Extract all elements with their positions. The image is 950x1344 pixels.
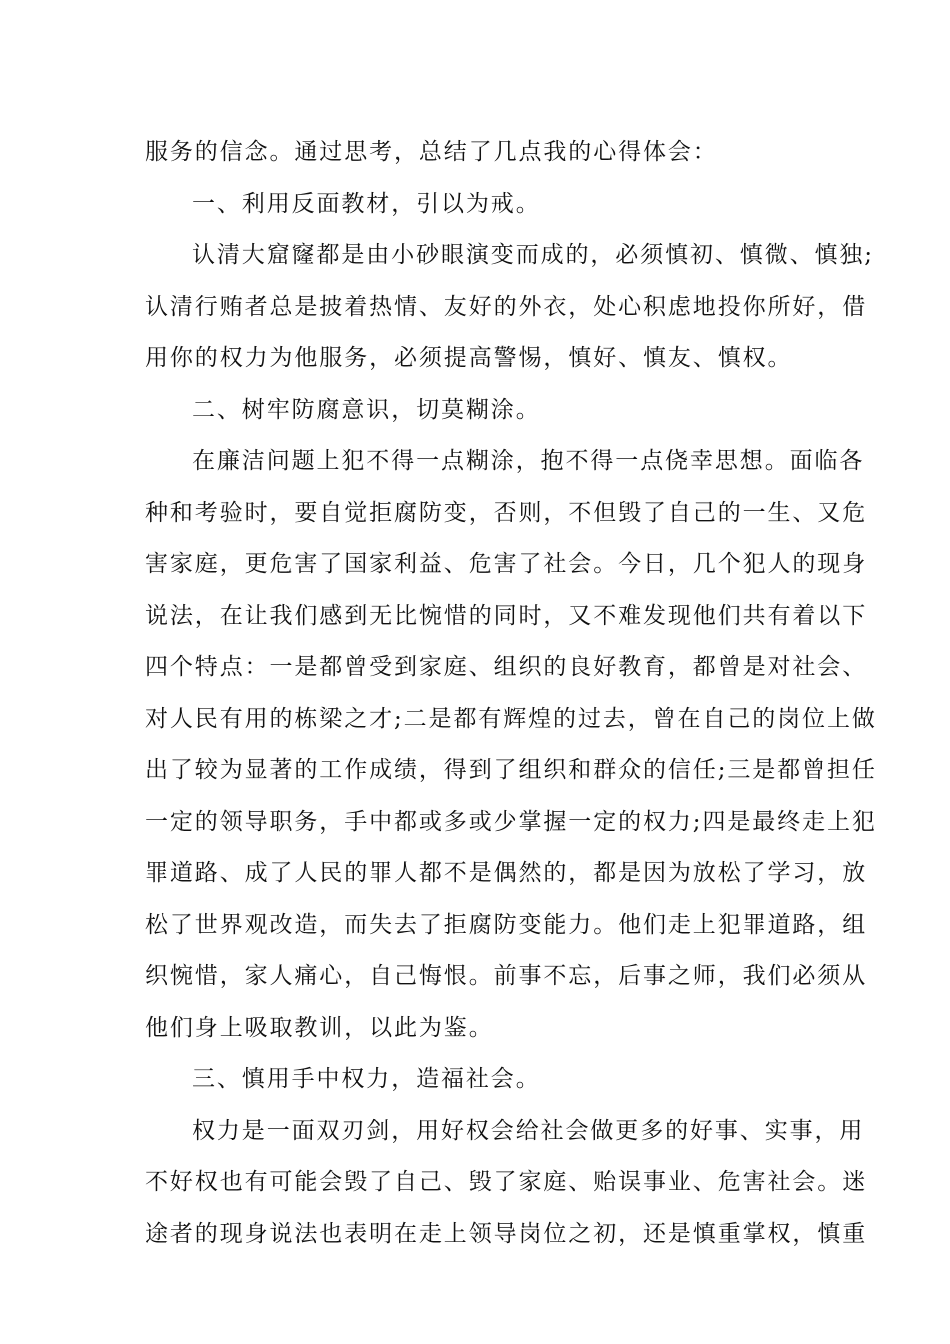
text-line: 在廉洁问题上犯不得一点糊涂，抱不得一点侥幸思想。面临各 (192, 448, 865, 474)
text-line: 认清行贿者总是披着热情、友好的外衣，处心积虑地投你所好，借 (145, 293, 868, 320)
text-line: 不好权也有可能会毁了自己、毁了家庭、贻误事业、危害社会。迷 (145, 1169, 868, 1195)
text-line: 他们身上吸取教训，以此为鉴。 (145, 1014, 494, 1041)
section-heading-2: 二、树牢防腐意识，切莫糊涂。 (192, 396, 541, 423)
text-line: 罪道路、成了人民的罪人都不是偶然的，都是因为放松了学习，放 (145, 860, 868, 886)
document-body (145, 127, 877, 1260)
text-line: 一定的领导职务，手中都或多或少掌握一定的权力;四是最终走上犯 (145, 808, 877, 835)
text-line: 途者的现身说法也表明在走上领导岗位之初，还是慎重掌权，慎重 (145, 1220, 868, 1247)
text-line: 说法，在让我们感到无比惋惜的同时，又不难发现他们共有着以下 (145, 602, 868, 629)
text-line: 织惋惜，家人痛心，自己悔恨。前事不忘，后事之师，我们必须从 (145, 963, 868, 989)
text-line: 四个特点：一是都曾受到家庭、组织的良好教育，都曾是对社会、 (145, 654, 868, 680)
text-line: 出了较为显著的工作成绩，得到了组织和群众的信任;三是都曾担任 (145, 757, 877, 783)
text-line: 害家庭，更危害了国家利益、危害了社会。今日，几个犯人的现身 (145, 551, 868, 577)
text-line: 用你的权力为他服务，必须提高警惕，慎好、慎友、慎权。 (145, 345, 793, 371)
text-line: 权力是一面双刃剑，用好权会给社会做更多的好事、实事，用 (192, 1117, 865, 1144)
text-line: 认清大窟窿都是由小砂眼演变而成的，必须慎初、慎微、慎独; (192, 242, 874, 268)
text-line: 服务的信念。通过思考，总结了几点我的心得体会： (145, 139, 718, 165)
text-line: 种和考验时，要自觉拒腐防变，否则，不但毁了自己的一生、又危 (145, 499, 868, 526)
section-heading-3: 三、慎用手中权力，造福社会。 (192, 1066, 541, 1092)
text-line: 松了世界观改造，而失去了拒腐防变能力。他们走上犯罪道路，组 (145, 911, 868, 938)
text-line: 对人民有用的栋梁之才;二是都有辉煌的过去，曾在自己的岗位上做 (145, 705, 877, 732)
section-heading-1: 一、利用反面教材，引以为戒。 (192, 190, 541, 217)
